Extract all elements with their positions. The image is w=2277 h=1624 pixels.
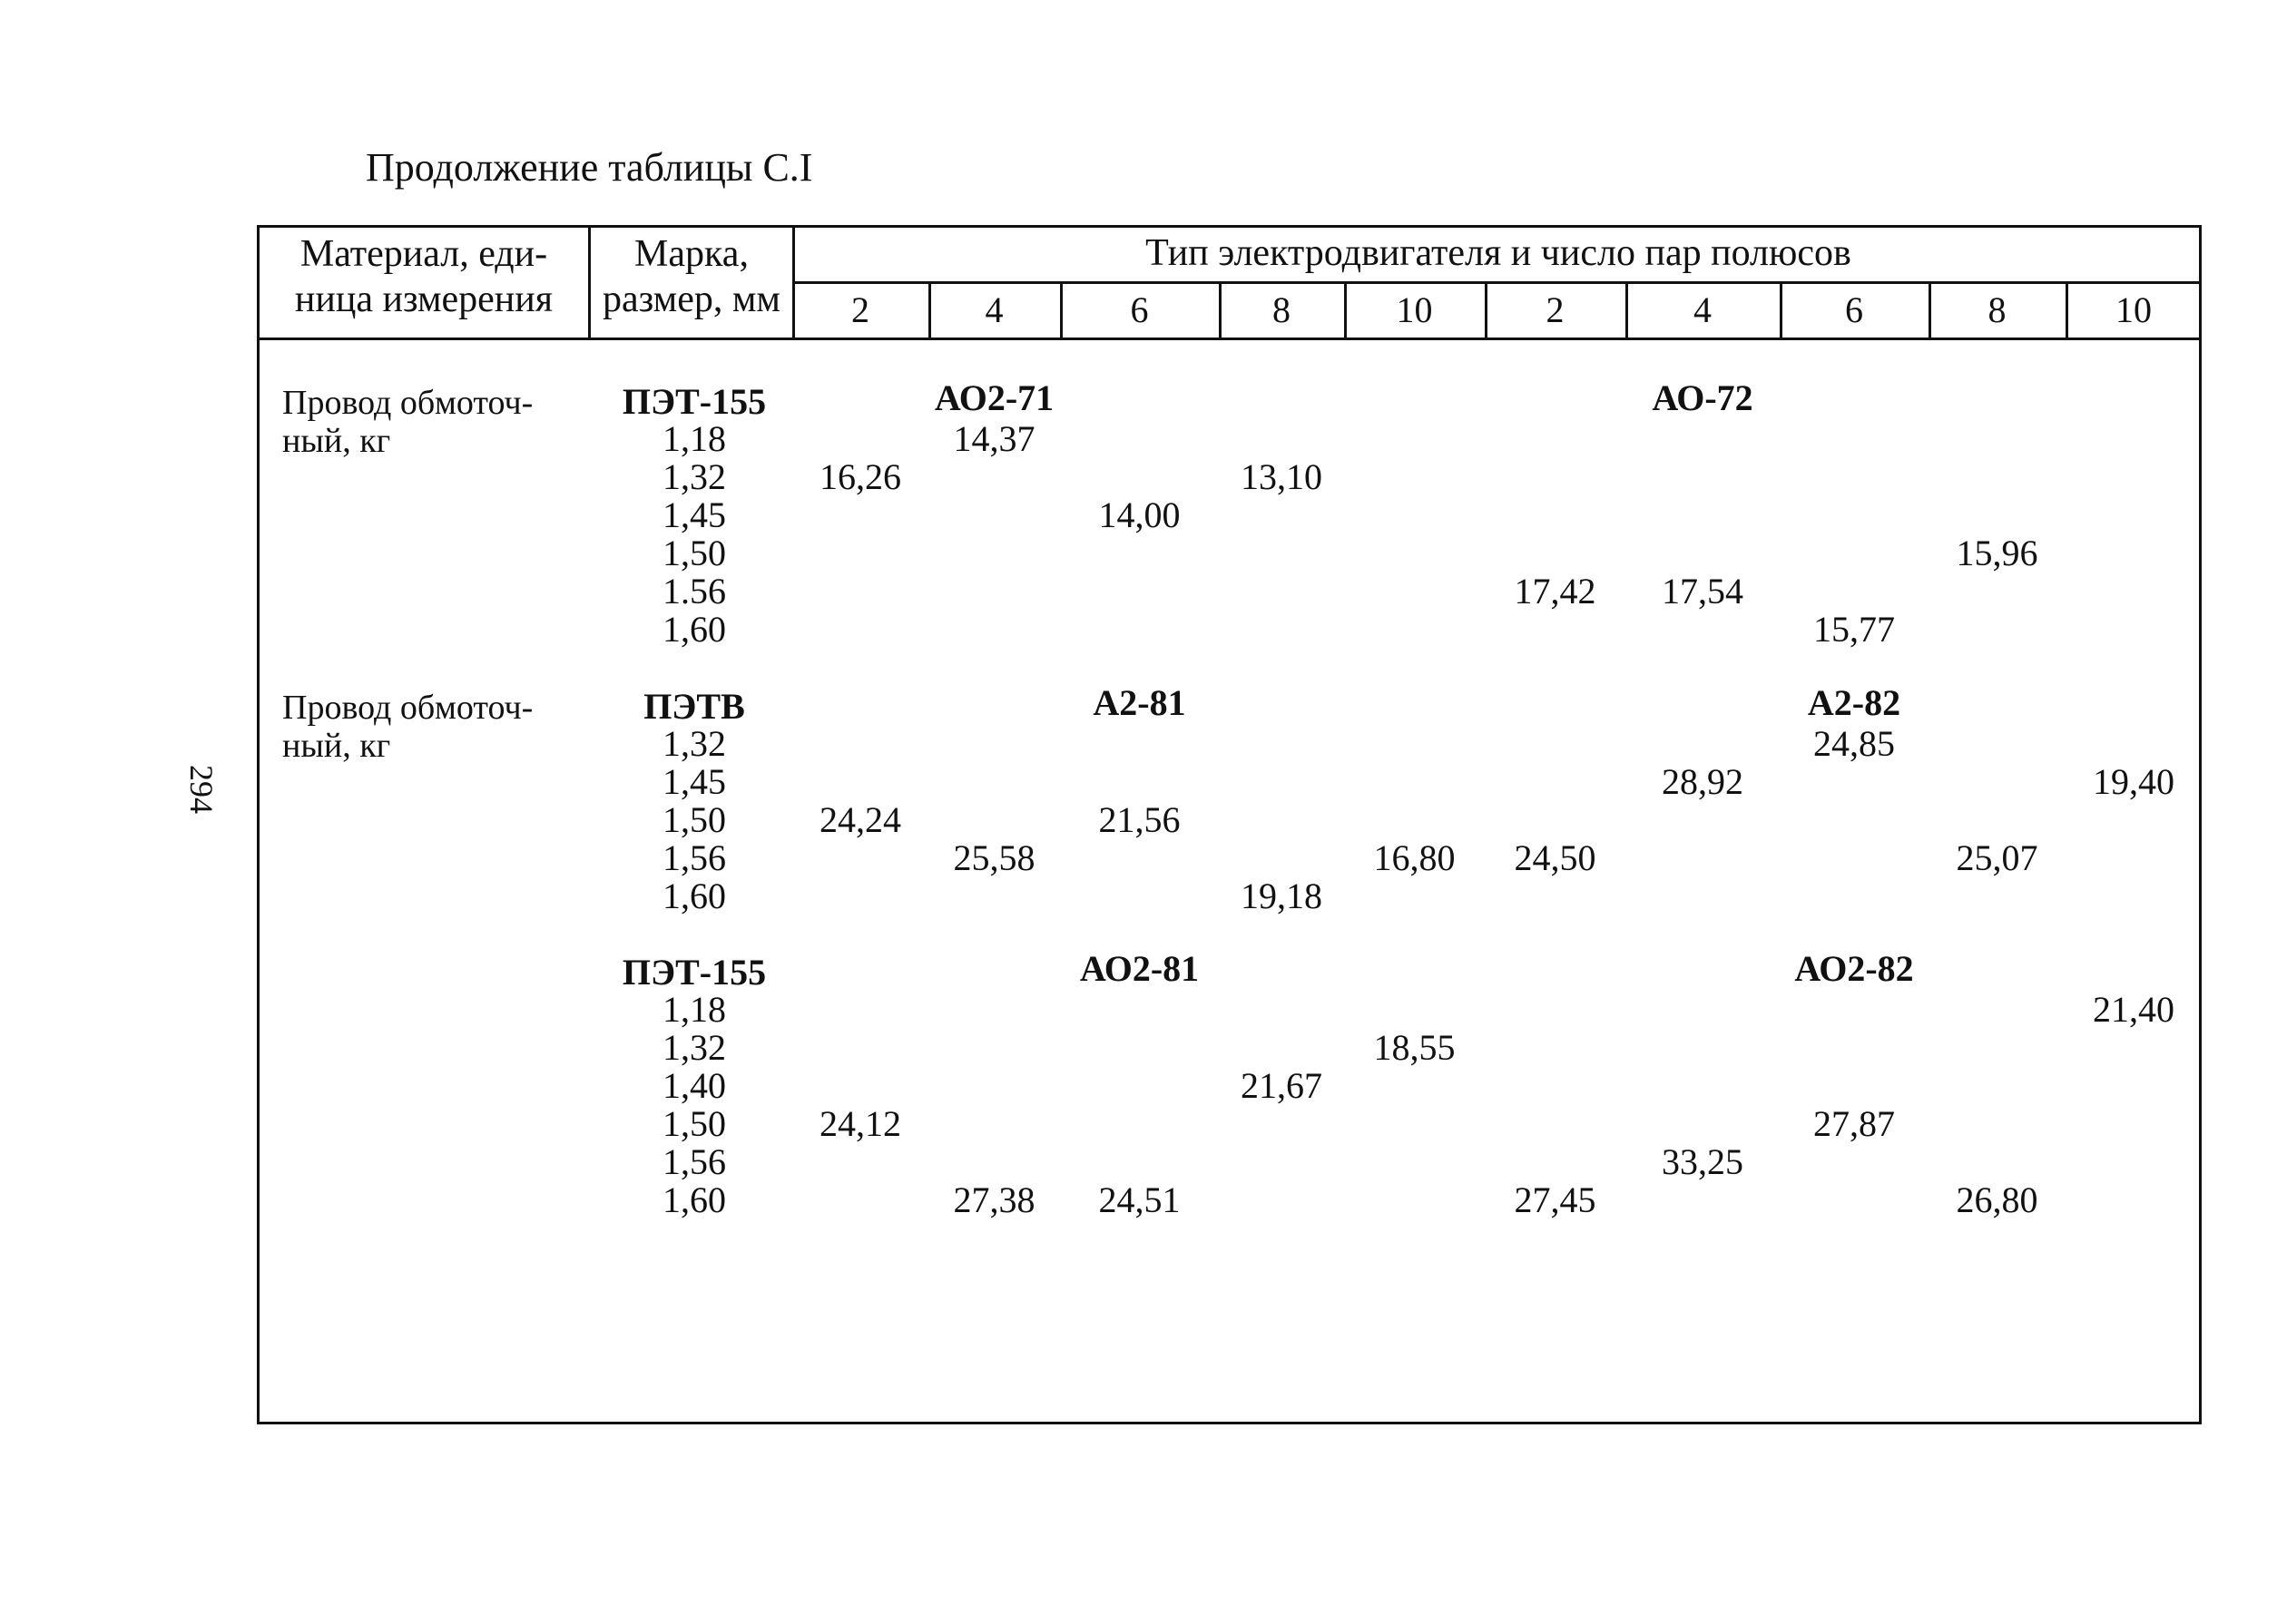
table-cell-value: 24,51	[1098, 1179, 1181, 1220]
table-cell-value: 17,54	[1662, 571, 1743, 611]
table-cell-value: 19,40	[2093, 761, 2174, 802]
header-brand	[591, 231, 792, 322]
header-material-line2: ница измерения	[294, 279, 554, 320]
wire-brand: ПЭТВ	[643, 686, 745, 727]
wire-size: 1,32	[662, 1027, 726, 1068]
table-cell-value: 24,50	[1514, 837, 1596, 878]
table-cell-value: 14,00	[1098, 494, 1181, 535]
table-cell-value: 21,67	[1241, 1065, 1322, 1106]
material-label-line1: Провод обмоточ-	[282, 384, 534, 422]
table-cell-value: 24,85	[1813, 723, 1895, 764]
wire-size: 1,50	[662, 799, 726, 840]
pole-number-header: 10	[2115, 289, 2152, 330]
table-cell-value: 27,45	[1514, 1179, 1596, 1220]
pole-number-header: 2	[851, 289, 869, 330]
table-cell-value: 14,37	[953, 418, 1035, 459]
wire-size: 1,40	[662, 1065, 726, 1106]
table-cell-value: 27,87	[1813, 1103, 1895, 1144]
motor-type-label: АО-72	[1652, 377, 1753, 418]
table-cell-value: 17,42	[1514, 571, 1596, 611]
header-bottom-line	[257, 338, 2202, 340]
table-caption: Продолжение таблицы С.I	[366, 145, 813, 190]
wire-size: 1,45	[662, 761, 726, 802]
wire-size: 1,56	[662, 1141, 726, 1182]
table-cell-value: 13,10	[1241, 456, 1322, 497]
motor-type-label: АО2-82	[1794, 948, 1914, 989]
page-number: 294	[183, 765, 220, 814]
table-cell-value: 19,18	[1241, 876, 1322, 916]
wire-size: 1,60	[662, 876, 726, 916]
pole-number-header: 6	[1130, 289, 1149, 330]
pole-number-header: 2	[1546, 289, 1565, 330]
wire-size: 1,50	[662, 533, 726, 573]
material-label	[282, 689, 533, 765]
table-cell-value: 25,07	[1956, 837, 2038, 878]
table-cell-value: 33,25	[1662, 1141, 1743, 1182]
table-frame	[257, 225, 2202, 1424]
table-cell-value: 15,77	[1813, 609, 1895, 650]
header-material-line1: Материал, еди-	[299, 233, 548, 275]
pole-number-header: 8	[1272, 289, 1291, 330]
header-motor-type: Тип электродвигателя и число пар полюсов	[1145, 232, 1851, 274]
table-cell-value: 25,58	[953, 837, 1035, 878]
table-cell-value: 21,40	[2093, 989, 2174, 1030]
table-cell-value: 16,26	[820, 456, 901, 497]
wire-size: 1,50	[662, 1103, 726, 1144]
material-label-line1: Провод обмоточ-	[282, 689, 534, 727]
table-cell-value: 26,80	[1956, 1179, 2038, 1220]
wire-size: 1,60	[662, 609, 726, 650]
table-cell-value: 28,92	[1662, 761, 1743, 802]
table-cell-value: 21,56	[1098, 799, 1181, 840]
table-cell-value: 15,96	[1956, 533, 2038, 573]
motor-type-label: А2-82	[1807, 682, 1901, 723]
wire-size: 1,32	[662, 723, 726, 764]
header-brand-line2: размер, мм	[602, 279, 780, 320]
wire-size: 1,56	[662, 837, 726, 878]
wire-size: 1,45	[662, 494, 726, 535]
wire-size: 1,32	[662, 456, 726, 497]
wire-size: 1,18	[662, 989, 726, 1030]
motor-type-label: АО2-71	[934, 377, 1055, 418]
wire-size: 1,60	[662, 1179, 726, 1220]
motor-type-label: А2-81	[1093, 682, 1186, 723]
wire-size: 1.56	[662, 571, 726, 611]
wire-brand: ПЭТ-155	[622, 952, 767, 993]
pole-number-header: 6	[1845, 289, 1863, 330]
table-cell-value: 24,24	[820, 799, 901, 840]
wire-brand: ПЭТ-155	[622, 381, 767, 422]
pole-number-header: 10	[1396, 289, 1433, 330]
wire-size: 1,18	[662, 418, 726, 459]
pole-number-header: 4	[1693, 289, 1712, 330]
pole-number-header: 8	[1987, 289, 2007, 330]
material-label-line2: ный, кг	[282, 422, 391, 460]
table-cell-value: 24,12	[820, 1103, 901, 1144]
table-cell-value: 16,80	[1373, 837, 1456, 878]
table-cell-value: 27,38	[953, 1179, 1035, 1220]
material-label-line2: ный, кг	[282, 727, 391, 765]
table-cell-value: 18,55	[1373, 1027, 1456, 1068]
pole-number-header: 4	[985, 289, 1004, 330]
motor-type-label: АО2-81	[1079, 948, 1200, 989]
material-label	[282, 384, 533, 460]
header-brand-line1: Марка,	[634, 233, 749, 275]
header-material	[260, 231, 588, 322]
